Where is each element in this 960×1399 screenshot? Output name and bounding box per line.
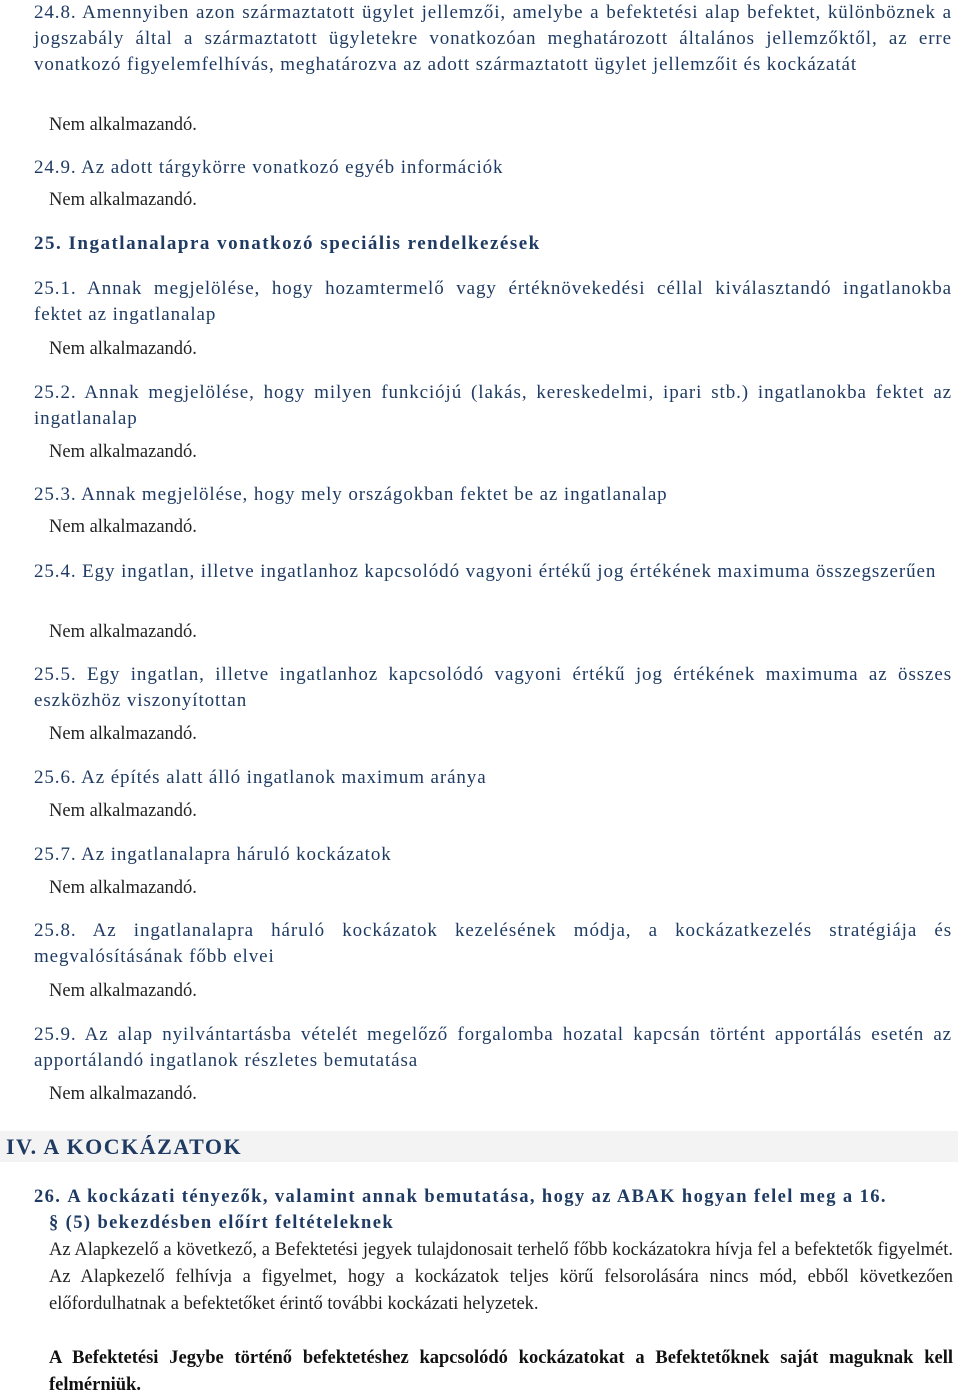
part-iv-title: IV. A KOCKÁZATOK xyxy=(6,1134,243,1159)
heading-25-7: 25.7. Az ingatlanalapra háruló kockázatok xyxy=(34,844,392,865)
heading-25-9: 25.9. Az alap nyilvántartásba vételét megelőző forgalomba hozatal kapcsán történt apportálás esetén az apportálandó ingatlanok részletes bemutatása xyxy=(34,1024,952,1071)
heading-25-4: 25.4. Egy ingatlan, illetve ingatlanhoz kapcsolódó vagyoni értékű jog értékének maximuma összegszerűen xyxy=(34,561,937,582)
section-26-number: 26. xyxy=(34,1187,62,1207)
not-applicable-25-6: Nem alkalmazandó. xyxy=(49,801,197,821)
section-25-heading: 25. Ingatlanalapra vonatkozó speciális rendelkezések xyxy=(34,233,541,254)
heading-25-6: 25.6. Az építés alatt álló ingatlanok maximum aránya xyxy=(34,767,487,788)
section-26-heading xyxy=(34,1184,952,1210)
heading-25-2: 25.2. Annak megjelölése, hogy milyen funkciójú (lakás, kereskedelmi, ipari stb.) ingatlanokba fektet az ingatlanalap xyxy=(34,382,952,429)
section-26-heading-cont xyxy=(34,1210,952,1236)
section-26-heading-line1: A kockázati tényezők, valamint annak bemutatása, hogy az ABAK hogyan felel meg a 16. xyxy=(67,1187,887,1207)
not-applicable-25-7: Nem alkalmazandó. xyxy=(49,878,197,898)
heading-25-5: 25.5. Egy ingatlan, illetve ingatlanhoz kapcsolódó vagyoni értékű jog értékének maximuma az összes eszközhöz viszonyítottan xyxy=(34,664,952,711)
part-iv-band xyxy=(0,1131,958,1162)
not-applicable-25-4: Nem alkalmazandó. xyxy=(49,622,197,642)
not-applicable-24-9: Nem alkalmazandó. xyxy=(49,190,197,210)
not-applicable-25-3: Nem alkalmazandó. xyxy=(49,517,197,537)
not-applicable-25-2: Nem alkalmazandó. xyxy=(49,442,197,462)
not-applicable-25-5: Nem alkalmazandó. xyxy=(49,724,197,744)
heading-24-9: 24.9. Az adott tárgykörre vonatkozó egyéb információk xyxy=(34,157,504,178)
section-26-paragraph: Az Alapkezelő a következő, a Befektetési jegyek tulajdonosait terhelő főbb kockázatokra hívja fel a befektetők figyelmét. Az Alapkezelő felhívja a figyelmet, hogy a kockázatok teljes körű felsorolására nincs mód, ebből következően előfordulhatnak a befektetőket érintő további kockázati helyzetek. xyxy=(49,1240,953,1314)
section-26-bold-paragraph: A Befektetési Jegybe történő befektetéshez kapcsolódó kockázatokat a Befektetőknek saját maguknak kell felmérniük. xyxy=(49,1348,953,1395)
heading-25-8: 25.8. Az ingatlanalapra háruló kockázatok kezelésének módja, a kockázatkezelés stratégiája és megvalósításának főbb elvei xyxy=(34,920,952,967)
heading-24-8: 24.8. Amennyiben azon származtatott ügylet jellemzői, amelybe a befektetési alap befektet, különböznek a jogszabály által a származtatott ügyletekre vonatkozóan meghatározott általános jellemzőktől, az erre vonatkozó figyelemfelhívás, meghatározva az adott származtatott ügylet jellemzőit és kockázatát xyxy=(34,2,952,75)
not-applicable-25-8: Nem alkalmazandó. xyxy=(49,981,197,1001)
not-applicable-25-9: Nem alkalmazandó. xyxy=(49,1084,197,1104)
heading-25-3: 25.3. Annak megjelölése, hogy mely országokban fektet be az ingatlanalap xyxy=(34,484,668,505)
not-applicable-24-8: Nem alkalmazandó. xyxy=(49,115,197,135)
heading-25-1: 25.1. Annak megjelölése, hogy hozamtermelő vagy értéknövekedési céllal kiválasztandó ingatlanokba fektet az ingatlanalap xyxy=(34,278,952,325)
section-26-heading-line2: § (5) bekezdésben előírt feltételeknek xyxy=(49,1213,395,1233)
not-applicable-25-1: Nem alkalmazandó. xyxy=(49,339,197,359)
